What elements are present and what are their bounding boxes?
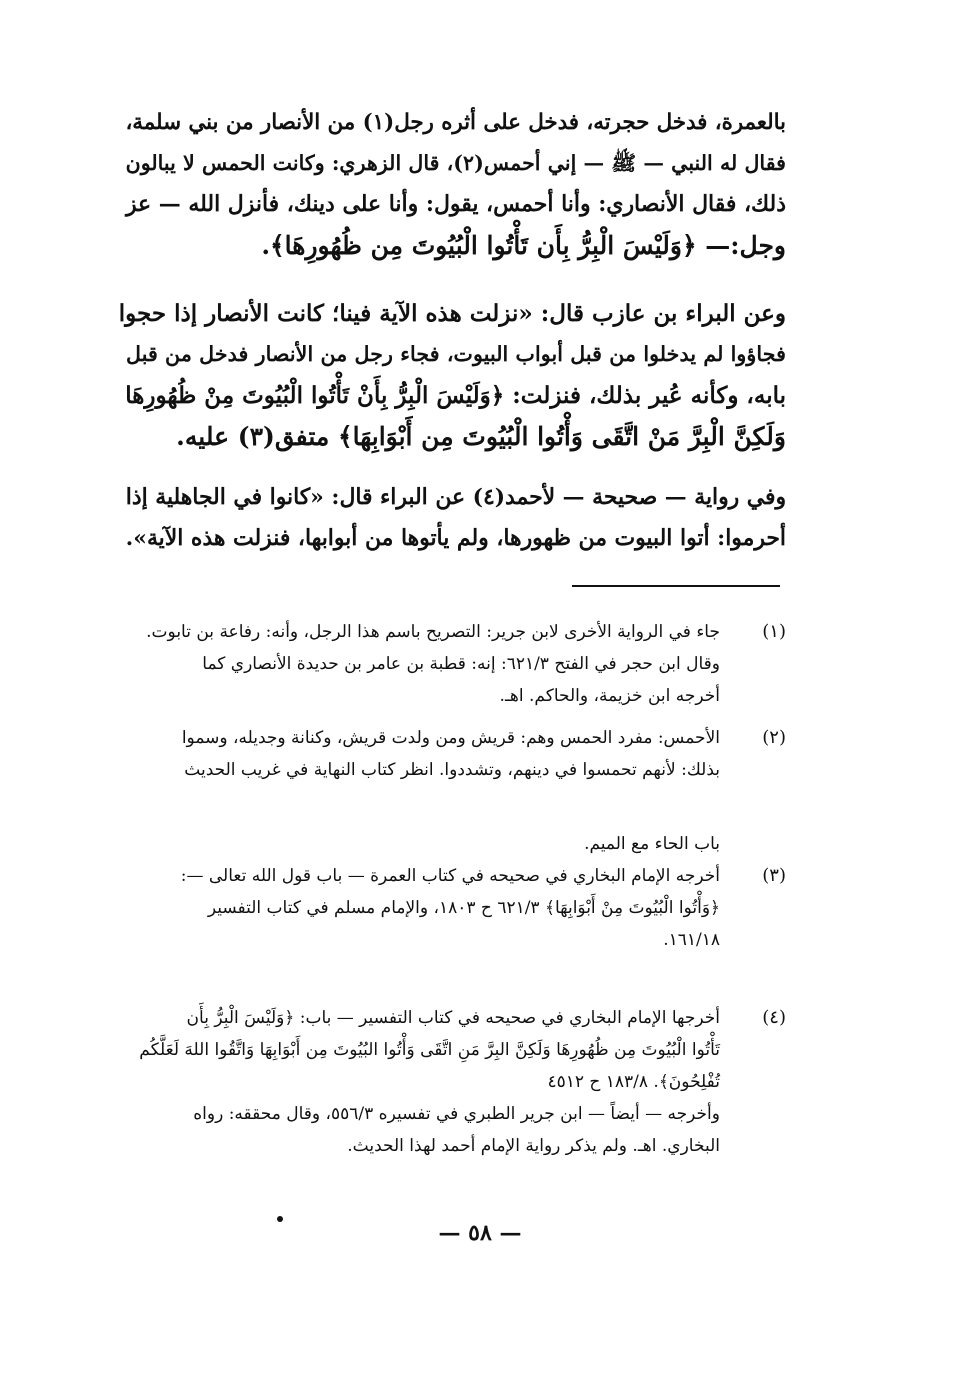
paragraph-line: وعن البراء بن عازب قال: «نزلت هذه الآية فينا؛ كانت الأنصار إذا حجوا (118, 300, 786, 327)
footnote-line: أخرجه الإمام البخاري في صحيحه في كتاب العمرة — باب قول الله تعالى —: (180, 866, 720, 886)
footnote-number: (١) (762, 621, 786, 642)
footnote-2 (112, 722, 786, 786)
footnote-line: الأحمس: مفرد الحمس وهم: قريش ومن ولدت قريش، وكنانة وجديله، وسموا (181, 728, 720, 748)
paragraph-line: وفي رواية — صحيحة — لأحمد(٤) عن البراء قال: «كانوا في الجاهلية إذا (125, 484, 786, 510)
paragraph-line: فجاؤوا لم يدخلوا من قبل أبواب البيوت، فجاء رجل من الأنصار فدخل من قبل (126, 342, 786, 366)
footnote-line: وقال ابن حجر في الفتح ٦٢١/٣: إنه: قطبة بن عامر بن حديدة الأنصاري كما (202, 654, 720, 674)
footnote-number: (٢) (762, 727, 786, 748)
paragraph-line: بابه، وكأنه عُير بذلك، فنزلت: ﴿وَلَيْسَ الْبِرُّ بِأَنْ تَأْتُوا الْبُيُوتَ مِنْ ظُهُورِهَا (125, 382, 786, 409)
footnote-line: جاء في الرواية الأخرى لابن جرير: التصريح باسم هذا الرجل، وأنه: رفاعة بن تابوت. (146, 622, 720, 642)
paragraph-1 (112, 102, 786, 266)
footnote-number: (٤) (762, 1007, 786, 1028)
paragraph-line: بالعمرة، فدخل حجرته، فدخل على أثره رجل(١) من الأنصار من بني سلمة، (125, 110, 786, 135)
paragraph-line: ذلك، فقال الأنصاري: وأنا أحمس، يقول: وأنا على دينك، فأنزل الله — عز (125, 191, 786, 217)
footnote-4 (112, 1002, 786, 1162)
footnote-line: ﴿وَأْتُوا الْبُيُوتَ مِنْ أَبْوَابِهَا﴾ ٦٢١/٣ ح ١٨٠٣، والإمام مسلم في كتاب التفسير (207, 898, 720, 918)
paragraph-line-quran: وَلَكِنَّ الْبِرَّ مَنْ اتَّقَى وَأْتُوا الْبُيُوتَ مِن أَبْوَابِهَا﴾ متفق(٣) عليه. (176, 422, 786, 451)
footnote-2-continuation (112, 828, 786, 860)
footnote-line: البخاري. اهـ. ولم يذكر رواية الإمام أحمد لهذا الحديث. (347, 1136, 720, 1156)
footnote-separator (572, 585, 780, 587)
footnote-line: باب الحاء مع الميم. (584, 834, 720, 854)
footnote-line: تَأْتُوا الْبُيُوتَ مِن ظُهُورِهَا وَلَكِنَّ البِرَّ مَنِ اتَّقَى وَأْتُوا البُيُوتَ مِن أَبْوَابِهَا وَاتَّقُوا اللهَ لَعَلَّكُم (139, 1040, 720, 1060)
paragraph-line-quran: وجل:— ﴿وَلَيْسَ الْبِرُّ بِأَن تَأْتُوا الْبُيُوتَ مِن ظُهُورِهَا﴾. (261, 231, 786, 260)
footnote-number: (٣) (762, 865, 786, 886)
footnote-line: أخرجه ابن خزيمة، والحاكم. اهـ. (499, 686, 720, 706)
paragraph-line: فقال له النبي — ﷺ — إني أحمس(٢)، قال الزهري: وكانت الحمس لا يبالون (125, 151, 786, 175)
page-number: — ٥٨ — (438, 1220, 522, 1246)
footnote-line: بذلك: لأنهم تحمسوا في دينهم، وتشددوا. انظر كتاب النهاية في غريب الحديث (184, 760, 720, 780)
footnote-line: ١٦١/١٨. (663, 930, 720, 950)
footnote-3 (112, 860, 786, 956)
footnote-1 (112, 616, 786, 712)
paragraph-2 (112, 293, 786, 457)
footnote-line: تُفْلِحُونَ﴾. ١٨٣/٨ ح ٤٥١٢ (547, 1072, 720, 1092)
footnote-line: أخرجها الإمام البخاري في صحيحه في كتاب التفسير — باب: ﴿وَلَيْسَ الْبِرُّ بِأَن (186, 1008, 720, 1028)
footnote-line: وأخرجه — أيضاً — ابن جرير الطبري في تفسيره ٥٥٦/٣، وقال محققه: رواه (193, 1104, 720, 1124)
paragraph-3 (112, 477, 786, 559)
paragraph-line: أحرموا: أتوا البيوت من ظهورها، ولم يأتوها من أبوابها، فنزلت هذه الآية». (125, 525, 786, 551)
ink-dot (277, 1216, 283, 1222)
